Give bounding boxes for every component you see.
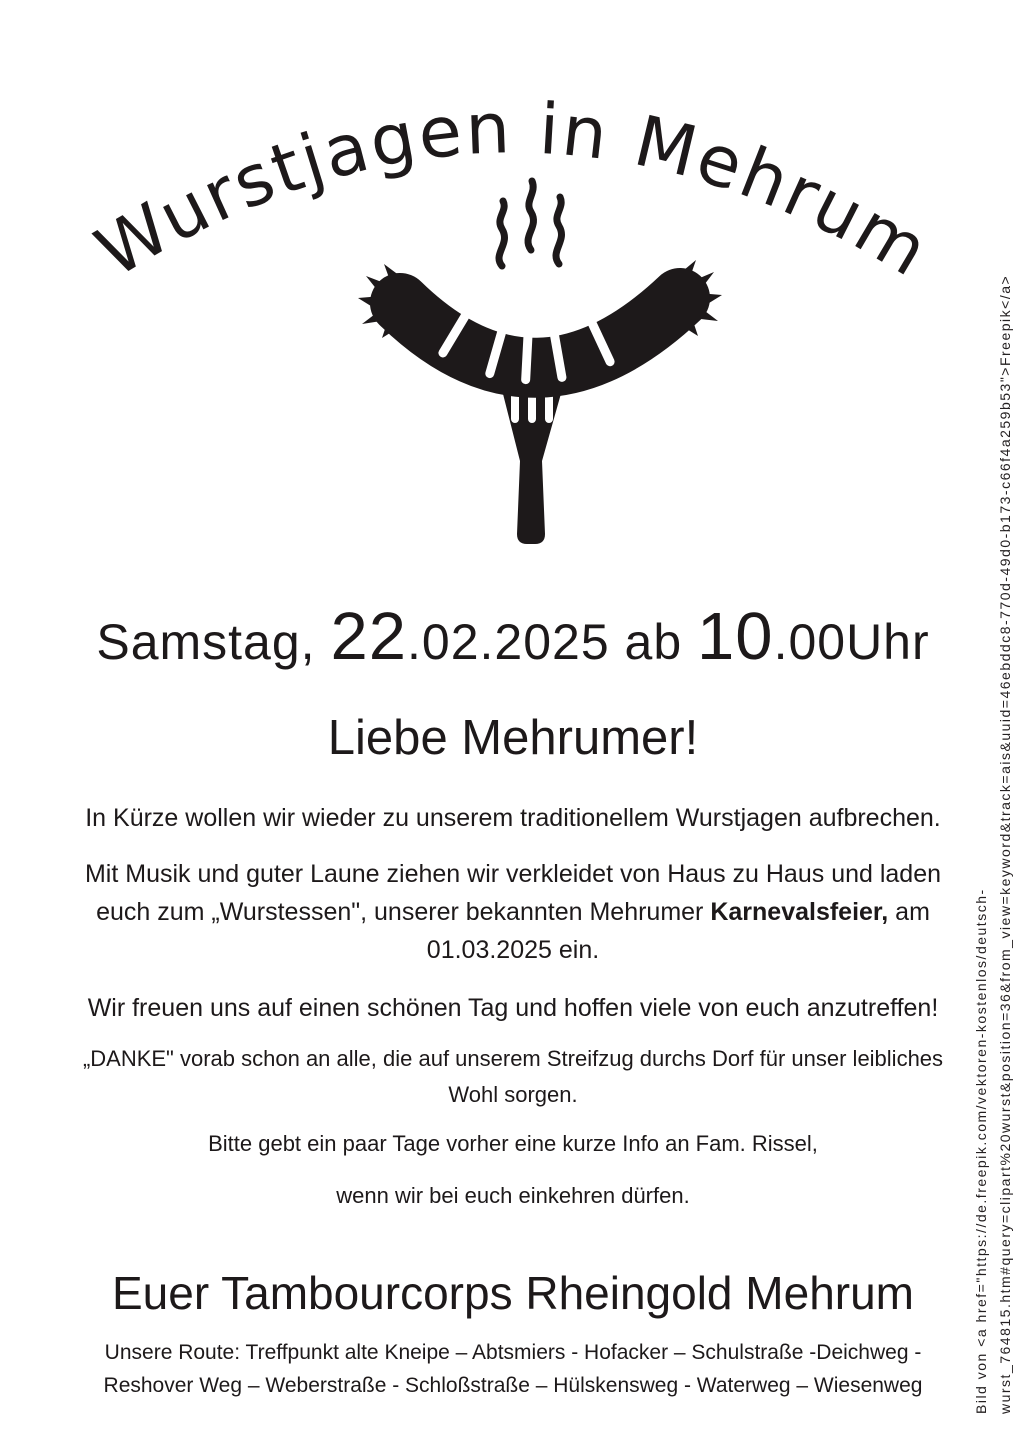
paragraph-thanks-line2: Wohl sorgen. [448,1082,578,1107]
sausage-icon [358,260,722,368]
invitation-text-after: am [888,898,930,926]
date-middle: .02.2025 ab [407,614,698,670]
paragraph-invitation-line3: 01.03.2025 ein. [426,936,600,964]
paragraph-thanks [0,1041,1026,1113]
flyer-title: Wurstjagen in Mehrum [82,87,944,294]
paragraph-invitation-line1: Mit Musik und guter Laune ziehen wir verkleidet von Haus zu Haus und laden [84,860,942,888]
paragraph-visit-line: wenn wir bei euch einkehren dürfen. [336,1183,690,1208]
paragraph-intro-line: In Kürze wollen wir wieder zu unserem traditionellem Wurstjagen aufbrechen. [85,804,941,832]
signature-heading: Euer Tambourcorps Rheingold Mehrum [112,1267,914,1319]
paragraph-thanks-line1: „DANKE" vorab schon an alle, die auf unserem Streifzug durchs Dorf für unser leibliches [82,1046,944,1071]
paragraph-invitation-line2 [0,893,1026,931]
attribution-line1: Bild von <a href="https://de.freepik.com/vektoren-kostenlos/deutsch- [973,888,989,1414]
date-day-number: 22 [330,599,407,674]
paragraph-contact-line: Bitte gebt ein paar Tage vorher eine kurze Info an Fam. Rissel, [208,1131,818,1156]
date-suffix: .00Uhr [773,614,930,670]
paragraph-anticipation [0,989,1026,1027]
route-line2: Reshover Weg – Weberstraße - Schloßstraße – Hülskensweg - Waterweg – Wiesenweg [103,1374,923,1397]
steam-icon [499,181,561,266]
attribution-line2: wurst_764815.htm#query=clipart%20wurst&position=36&from_view=keyword&track=ais&uuid=46ebddc8-770d-49d0-b173-c66f4a259b53">Freepik</a> [997,274,1013,1414]
route-description [0,1336,1026,1402]
invitation-text-before: euch zum „Wurstessen", unserer bekannten Mehrumer [96,898,711,926]
paragraph-invitation [0,855,1026,969]
karnevalsfeier-bold-text: Karnevalsfeier, [710,898,889,926]
event-date-line [0,598,1026,675]
salutation-heading: Liebe Mehrumer! [327,711,699,765]
image-attribution [969,274,1017,1414]
paragraph-contact-info [0,1126,1026,1162]
paragraph-intro [0,799,1026,837]
date-hour-number: 10 [697,599,774,674]
paragraph-anticipation-line: Wir freuen uns auf einen schönen Tag und hoffen viele von euch anzutreffen! [87,994,939,1022]
route-line1: Unsere Route: Treffpunkt alte Kneipe – Abtsmiers - Hofacker – Schulstraße -Deichweg - [104,1341,922,1364]
paragraph-visit-note [0,1178,1026,1214]
sausage-on-fork-illustration [330,170,750,590]
date-prefix: Samstag, [96,614,331,670]
fork-icon [502,390,562,544]
